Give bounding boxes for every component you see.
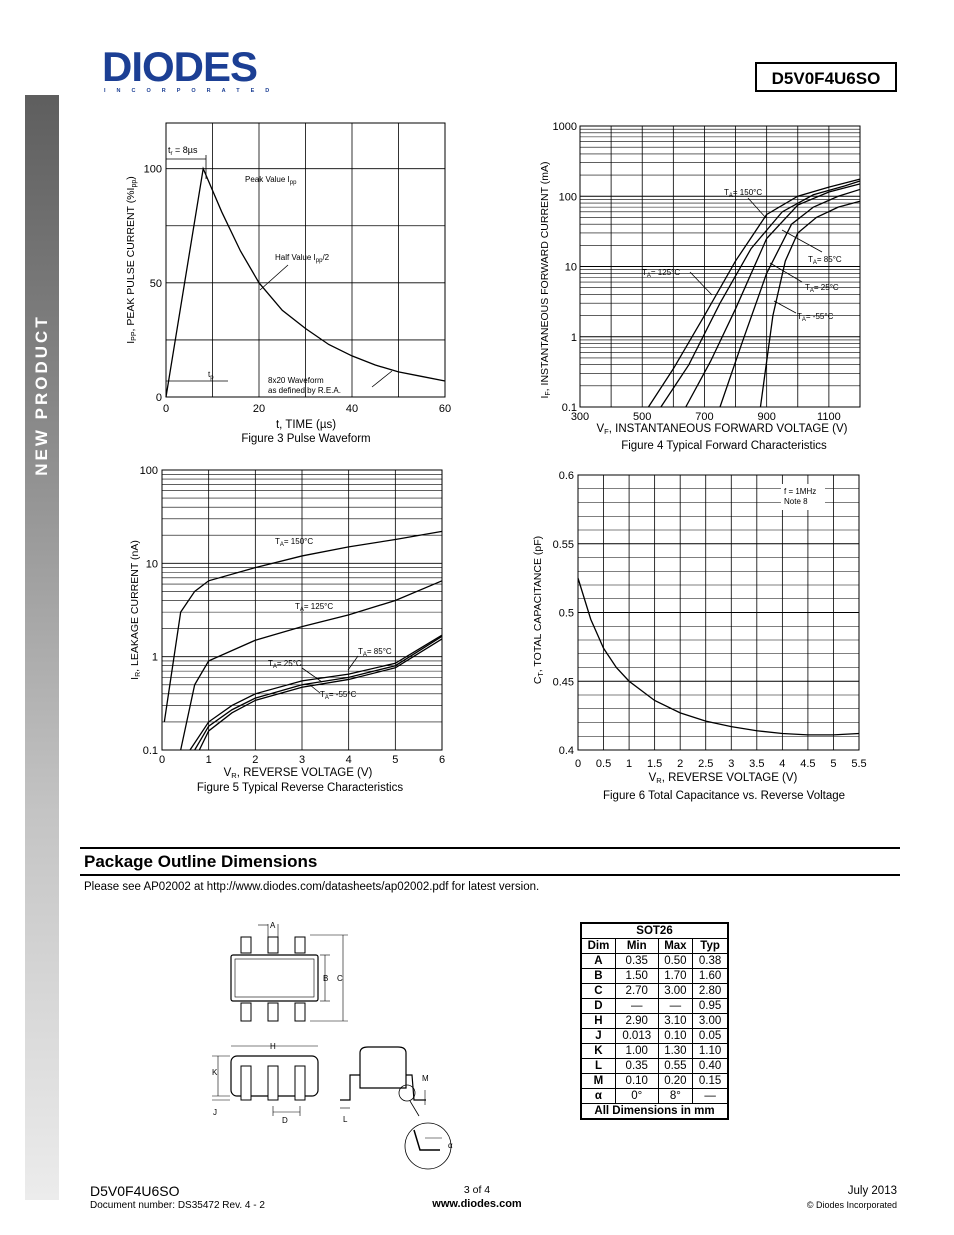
table-title: SOT26 [581,923,728,939]
dim-label-alpha: α [448,1141,453,1150]
fig5-xtick-label: 4 [345,754,352,766]
fig3-xtick-label: 40 [345,403,359,415]
table-cell: 2.80 [693,984,728,999]
company-logo-subtitle: INCORPORATED [104,88,281,94]
fig4-yticks [553,121,577,414]
table-header: Min [615,939,658,954]
footer-part-number: D5V0F4U6SO [90,1183,180,1199]
table-cell: J [581,1029,615,1044]
fig5-ylabel: IR, LEAKAGE CURRENT (nA) [129,540,142,680]
fig4-series-1 [661,181,860,407]
table-body [581,954,728,1104]
table-cell: 1.00 [615,1044,658,1059]
dim-label-j: J [213,1108,217,1117]
fig4-series-4 [760,201,860,407]
fig6-note-2: Note 8 [784,497,808,506]
figure-6-chart [525,460,880,810]
fig4-xtick-label: 700 [695,411,714,423]
dim-label-a: A [270,921,276,930]
table-header: Typ [693,939,728,954]
fig6-xtick-label: 0.5 [595,758,612,770]
fig5-xlabel: VR, REVERSE VOLTAGE (V) [223,767,373,780]
table-header: Max [658,939,693,954]
fig3-ytick-label: 100 [143,163,162,176]
fig5-xtick-label: 3 [298,754,306,766]
fig5-series-3 [195,636,442,750]
fig5-caption: Figure 5 Typical Reverse Characteristics [196,782,404,794]
table-cell: 0.50 [658,954,693,969]
fig6-xlabel: VR, REVERSE VOLTAGE (V) [648,772,798,785]
fig6-xtick-label: 0 [574,758,582,770]
figure-4-chart [530,115,880,460]
table-cell: L [581,1059,615,1074]
table-cell: 0° [615,1089,658,1104]
fig5-label-150: $T_A= 150^\circ C$ [275,537,314,548]
fig5-xtick-label: 2 [252,754,259,766]
fig5-xticks [159,754,445,766]
fig4-ytick-label: 100 [558,191,577,204]
table-cell: M [581,1074,615,1089]
table-cell: — [693,1089,728,1104]
table-cell: 0.35 [615,1059,658,1074]
package-outline-drawing [200,910,480,1175]
fig4-series-lines [648,179,860,407]
company-logo: DIODES [102,43,258,90]
fig3-ylabel: IPP, PEAK PULSE CURRENT (%Ipp) [125,176,138,344]
section-top-rule [80,847,900,849]
table-cell: B [581,969,615,984]
fig6-xtick-label: 1.5 [646,758,663,770]
table-cell: 3.00 [693,1014,728,1029]
fig6-grid [578,475,859,750]
fig3-yticks [144,164,162,404]
table-row [581,1014,728,1029]
table-cell: H [581,1014,615,1029]
fig3-xtick-label: 0 [162,403,170,415]
fig6-xticks [575,758,867,770]
fig4-xtick-label: 1100 [817,411,841,423]
fig6-series-line [578,578,859,735]
fig3-ytick-label: 0 [155,392,162,404]
footer-date: July 2013 [847,1185,897,1197]
fig4-xtick-label: 500 [633,411,652,423]
fig4-ytick-label: 0.1 [561,402,577,414]
table-footer: All Dimensions in mm [581,1104,728,1120]
table-cell: 0.38 [693,954,728,969]
table-row [581,1029,728,1044]
table-row [581,1044,728,1059]
fig6-caption: Figure 6 Total Capacitance vs. Reverse Voltage [602,790,846,802]
fig5-label-85: $T_A= 85^\circ C$ [358,647,392,658]
dim-label-d: D [282,1116,288,1125]
table-cell: 3.10 [658,1014,693,1029]
table-cell: 0.013 [615,1029,658,1044]
dim-label-c: C [337,974,343,983]
table-cell: 0.10 [658,1029,693,1044]
fig6-xtick-label: 2 [677,758,684,770]
fig4-ylabel: IF, INSTANTANEOUS FORWARD CURRENT (mA) [539,161,552,399]
table-cell: 1.70 [658,969,693,984]
fig3-xtick-label: 20 [252,403,266,415]
fig5-label-125: $T_A= 125^\circ C$ [295,602,334,613]
table-cell: 0.15 [693,1074,728,1089]
fig4-xticks [571,411,841,423]
fig5-ytick-label: 10 [145,558,158,571]
fig5-ytick-label: 0.1 [142,745,158,757]
fig6-xtick-label: 1 [626,758,633,770]
fig4-xlabel: VF, INSTANTANEOUS FORWARD VOLTAGE (V) [596,423,848,436]
figure-5-chart [110,460,470,800]
fig3-xlabel: t, TIME (µs) [275,419,337,431]
fig4-label-150: $T_A= 150^\circ C$ [724,188,763,199]
table-cell: 3.00 [658,984,693,999]
table-cell: 2.90 [615,1014,658,1029]
figure-3-chart [110,115,470,450]
fig3-wave-note-2: as defined by R.E.A. [268,386,341,395]
fig4-xtick-label: 900 [757,411,776,423]
footer-copyright: © Diodes Incorporated [806,1200,897,1210]
fig6-xtick-label: 2.5 [698,758,714,770]
fig4-series-3 [720,189,860,407]
table-cell: 0.55 [658,1059,693,1074]
fig5-ytick-label: 100 [139,465,158,477]
dim-label-h: H [270,1042,276,1051]
table-cell: 1.30 [658,1044,693,1059]
fig4-ytick-label: 1 [570,331,577,344]
table-row [581,999,728,1014]
fig6-xtick-label: 3.5 [749,758,765,770]
section-title: Package Outline Dimensions [84,852,318,871]
fig3-xticks [163,403,451,415]
sidebar-label: NEW PRODUCT [32,314,51,476]
dim-label-b: B [323,974,329,983]
fig5-xtick-label: 1 [205,754,212,766]
fig4-ytick-label: 1000 [552,121,577,133]
fig6-ylabel: CT, TOTAL CAPACITANCE (pF) [532,535,545,685]
section-bottom-rule [80,874,900,876]
table-row [581,1074,728,1089]
fig3-ytick-label: 50 [149,277,162,290]
fig4-xtick-label: 300 [570,411,590,423]
fig6-xtick-label: 5.5 [851,758,867,770]
table-cell: 1.60 [693,969,728,984]
table-cell: 1.50 [615,969,658,984]
table-cell: 8° [658,1089,693,1104]
table-cell: A [581,954,615,969]
part-number-box: D5V0F4U6SO [755,62,897,92]
footer-page: 3 of 4 [463,1184,491,1196]
fig5-xtick-label: 0 [158,754,166,766]
fig5-xtick-label: 5 [392,754,399,766]
fig3-caption: Figure 3 Pulse Waveform [241,433,371,445]
fig3-wave-note-1: 8x20 Waveform [268,376,324,385]
table-cell: — [615,999,658,1014]
table-cell: D [581,999,615,1014]
table-cell: K [581,1044,615,1059]
table-cell: 0.35 [615,954,658,969]
table-cell: 0.10 [615,1074,658,1089]
fig5-yticks [140,465,158,757]
table-row [581,954,728,969]
table-cell: 0.20 [658,1074,693,1089]
table-row [581,1059,728,1074]
table-cell: 0.40 [693,1059,728,1074]
fig3-half-label: Half Value $I_{pp}/2$ [275,253,330,264]
table-cell: 0.95 [693,999,728,1014]
fig6-yticks [553,470,574,757]
table-cell: 1.10 [693,1044,728,1059]
fig6-xtick-label: 4.5 [800,758,816,770]
fig5-series-lines [164,531,442,750]
table-header: Dim [581,939,615,954]
dim-label-k: K [212,1068,218,1077]
table-cell: 0.05 [693,1029,728,1044]
table-cell: — [658,999,693,1014]
new-product-sidebar [25,95,59,1200]
fig3-tr-label: $t_r = 8\mu s$ [168,145,198,157]
footer-doc-number: Document number: DS35472 Rev. 4 - 2 [90,1200,265,1211]
fig4-label-25: $T_A= 25^\circ C$ [805,283,839,294]
footer-website[interactable]: www.diodes.com [432,1198,522,1210]
table-cell: 2.70 [615,984,658,999]
fig6-xtick-label: 4 [779,758,786,770]
fig4-ytick-label: 10 [564,261,577,274]
package-note: Please see AP02002 at http://www.diodes.com/datasheets/ap02002.pdf for latest version. [84,881,540,893]
fig4-label-125: $T_A= 125^\circ C$ [642,268,681,279]
fig6-xtick-label: 3 [728,758,735,770]
fig6-xtick-label: 5 [830,758,837,770]
fig6-ytick-label: 0.45 [552,676,574,689]
fig6-ytick-label: 0.6 [558,470,574,482]
table-row [581,984,728,999]
fig6-note-1: f = 1MHz [784,487,817,496]
fig6-ytick-label: 0.55 [552,538,574,551]
fig4-series-0 [648,179,860,407]
fig6-ytick-label: 0.5 [558,607,574,620]
table-row [581,969,728,984]
fig5-label-25: $T_A= 25^\circ C$ [268,659,302,670]
fig3-peak-label: Peak Value $I_{pp}$ [245,175,297,186]
dim-label-l: L [343,1115,348,1124]
fig5-ytick-label: 1 [151,651,158,664]
fig4-caption: Figure 4 Typical Forward Characteristics [621,440,827,452]
dim-label-m: M [422,1074,429,1083]
fig5-label-m55: $T_A= -55^\circ C$ [320,690,357,701]
table-cell: C [581,984,615,999]
table-cell: α [581,1089,615,1104]
fig4-grid [580,126,860,407]
fig4-label-m55: $T_A= -55^\circ C$ [797,312,834,323]
fig4-label-85: $T_A= 85^\circ C$ [808,255,842,266]
fig3-xtick-label: 60 [438,403,452,415]
fig5-xtick-label: 6 [438,754,446,766]
fig3-tp-label: $t_p$ [208,370,214,381]
dimensions-table [580,922,729,1120]
fig6-ytick-label: 0.4 [558,745,574,757]
table-row [581,1089,728,1104]
